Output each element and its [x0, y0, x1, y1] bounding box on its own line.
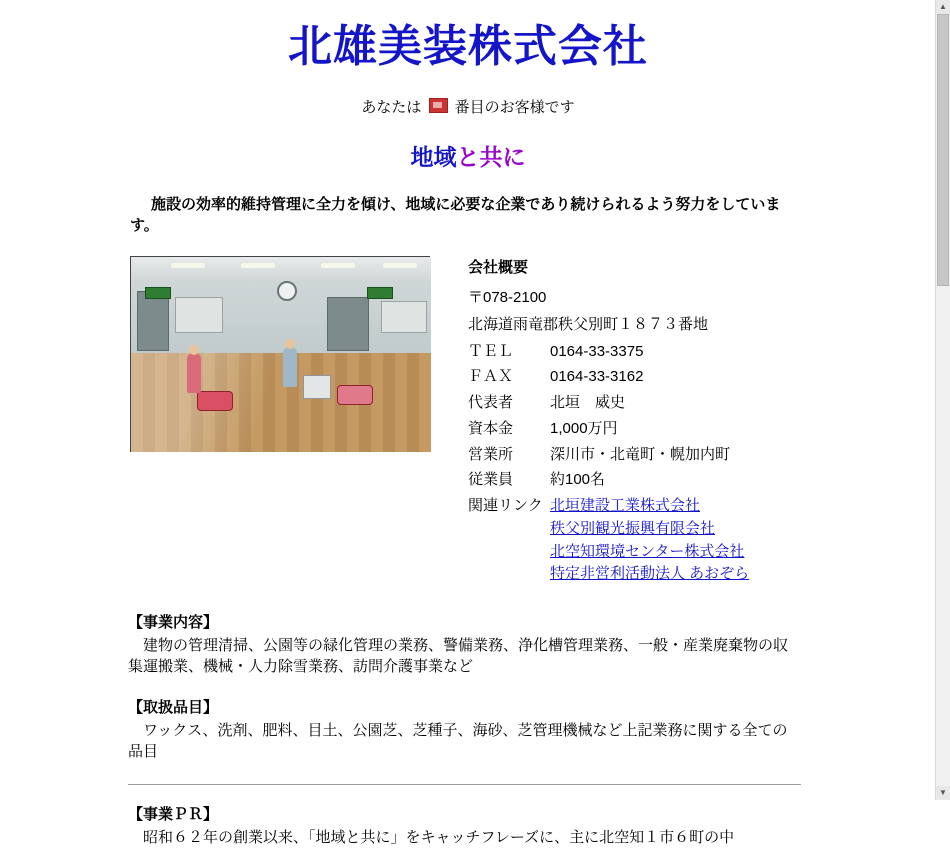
related-link-npo-aozora[interactable]: 特定非営利活動法人 あおぞら: [550, 565, 750, 583]
tagline-accent: 地域: [410, 144, 457, 170]
row-value: 0164-33-3375: [550, 342, 644, 360]
related-link-kitagaki-kensetsu[interactable]: 北垣建設工業株式会社: [550, 497, 701, 514]
section-body-text: 建物の管理清掃、公園等の緑化管理の業務、警備業務、浄化槽管理業務、一般・産業廃棄物の収集運搬業、機械・人力除雪業務、訪問介護事業など: [128, 637, 789, 676]
scroll-up-arrow-icon[interactable]: ▲: [936, 0, 950, 14]
divider: [128, 784, 801, 785]
photo-ceiling: [131, 257, 431, 283]
photo-exit-sign: [145, 287, 171, 299]
company-address: 北海道雨竜郡秩父別町１８７３番地: [468, 315, 709, 333]
row-label: 従業員: [468, 471, 514, 489]
row-value: 深川市・北竜町・幌加内町: [550, 445, 731, 463]
section-body: [128, 720, 801, 763]
table-row: [468, 444, 749, 470]
section-business-content: [0, 611, 936, 678]
photo-wall-panel: [175, 297, 223, 333]
related-links-list: [550, 495, 749, 593]
photo-worker-head: [285, 339, 295, 349]
scrollbar-thumb[interactable]: [937, 14, 949, 286]
row-label: ＦＡＸ: [468, 368, 514, 386]
section-handled-items: [0, 696, 936, 763]
row-value: 約100名: [550, 471, 606, 489]
table-row: [468, 418, 749, 444]
section-heading: 【事業内容】: [128, 614, 219, 631]
photo-worker-head: [189, 345, 199, 355]
photo-ceiling-light: [171, 263, 205, 268]
photo-worker: [283, 347, 297, 387]
table-row: [468, 366, 749, 392]
broken-image-icon: [429, 98, 448, 113]
photo-cleaning-cart: [303, 375, 331, 399]
vertical-scrollbar[interactable]: [935, 0, 950, 800]
row-value: 0164-33-3162: [550, 368, 644, 386]
company-heading: 会社概要: [468, 259, 529, 276]
company-postal: 〒078-2100: [468, 289, 547, 306]
table-row: [468, 392, 749, 418]
photo-ceiling-light: [383, 263, 417, 268]
section-heading: 【取扱品目】: [128, 698, 219, 716]
table-row: [468, 287, 749, 314]
photo-doorway: [137, 291, 169, 351]
table-row: [468, 314, 749, 341]
photo-floor-polisher: [197, 391, 233, 411]
related-links-label: 関連リンク: [468, 497, 543, 514]
photo-ceiling-light: [241, 263, 275, 268]
row-label: 営業所: [468, 445, 514, 463]
section-body: [128, 635, 801, 678]
counter-prefix-text: あなたは: [361, 99, 422, 116]
counter-suffix-text: 番目のお客様です: [454, 99, 575, 116]
table-row: [468, 495, 749, 593]
photo-floor-shine: [131, 353, 431, 452]
lead-text: 施設の効率的維持管理に全力を傾け、地域に必要な企業であり続けられるよう努力をしています。: [130, 196, 781, 234]
row-value: 北垣 威史: [550, 394, 626, 411]
section-body-text: 昭和６２年の創業以来、「地域と共に」をキャッチフレーズに、主に北空知１市６町の中: [143, 829, 735, 847]
row-label: 資本金: [468, 419, 514, 437]
tagline-rest: と共に: [456, 144, 526, 170]
row-value: 1,000万円: [550, 419, 618, 437]
table-row: [468, 469, 749, 495]
office-cleaning-photo: [130, 256, 430, 452]
section-heading: 【事業ＰＲ】: [128, 806, 219, 824]
company-details: [430, 256, 936, 593]
row-label: 代表者: [468, 394, 514, 411]
table-row: [468, 341, 749, 367]
tagline: [0, 139, 936, 172]
section-business-pr: [0, 803, 936, 848]
photo-ceiling-light: [321, 263, 355, 268]
related-link-chippubetsu-kanko[interactable]: 秩父別観光振興有限会社: [550, 519, 716, 537]
photo-cleaning-equipment: [337, 385, 373, 405]
photo-doorway: [327, 297, 369, 351]
lead-paragraph: [0, 194, 936, 236]
photo-wall-clock: [277, 281, 297, 301]
photo-wall-panel: [381, 301, 427, 333]
row-label: ＴＥＬ: [468, 342, 514, 360]
section-body-text: ワックス、洗剤、肥料、目土、公園芝、芝種子、海砂、芝管理機械など上記業務に関する全ての品目: [128, 721, 788, 760]
company-info-table: [468, 287, 749, 593]
section-body: [128, 827, 801, 848]
page-title: 北雄美装株式会社: [288, 21, 648, 72]
company-overview-block: [0, 256, 936, 593]
photo-worker: [187, 353, 201, 393]
scroll-down-arrow-icon[interactable]: ▼: [936, 786, 950, 800]
visitor-counter-line: [0, 96, 936, 117]
related-link-hokkuchi-kankyo-center[interactable]: 北空知環境センター株式会社: [550, 542, 745, 560]
photo-exit-sign: [367, 287, 393, 299]
